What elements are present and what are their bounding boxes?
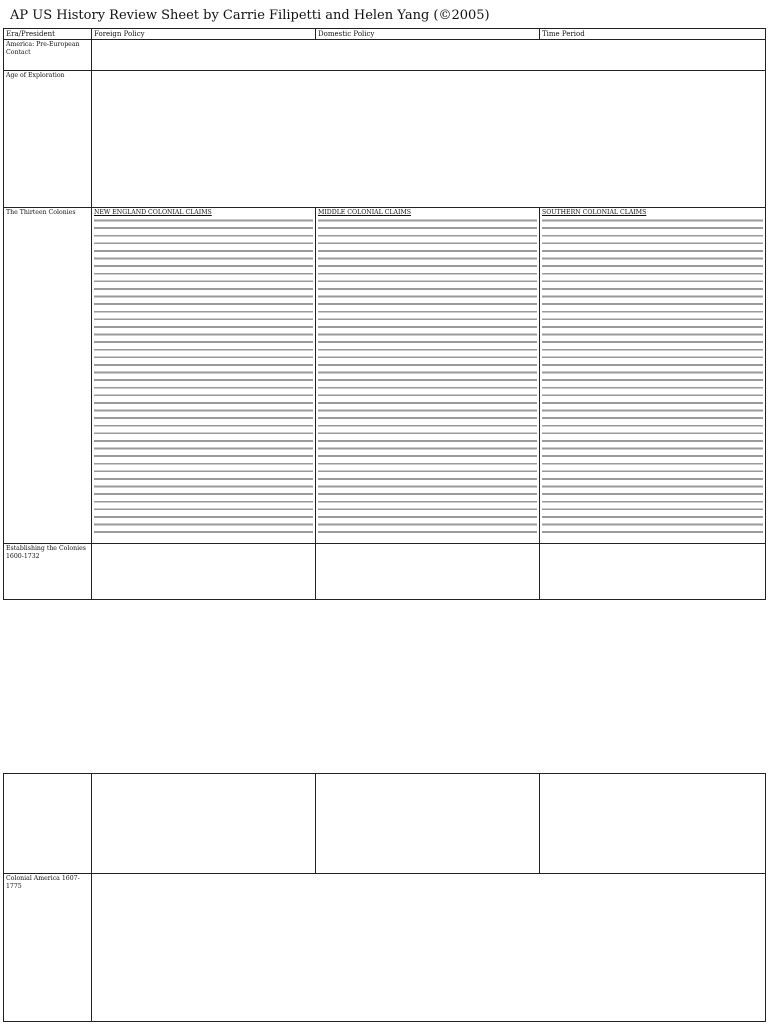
content-cell [92, 71, 766, 208]
document-title: AP US History Review Sheet by Carrie Filipetti and Helen Yang (©2005) [10, 8, 490, 23]
content-cell [316, 208, 540, 544]
era-cell [4, 774, 92, 874]
content-cell [92, 774, 316, 874]
era-cell: America: Pre-European Contact [4, 40, 92, 71]
table-row [4, 71, 766, 208]
table-row [4, 874, 766, 1022]
content-cell [92, 544, 316, 600]
table-row [4, 774, 766, 874]
content-cell [316, 544, 540, 600]
southern-claims-heading: SOUTHERN COLONIAL CLAIMS [542, 209, 647, 216]
content-cell [316, 774, 540, 874]
header-foreign-policy: Foreign Policy [92, 29, 316, 40]
table-header-row [4, 29, 766, 40]
table-row [4, 208, 766, 544]
page-break [0, 759, 768, 773]
content-cell [540, 774, 766, 874]
era-cell: The Thirteen Colonies [4, 208, 92, 544]
content-cell [92, 874, 766, 1022]
era-cell: Establishing the Colonies 1600-1732 [4, 544, 92, 600]
era-cell: Colonial America 1607-1775 [4, 874, 92, 1022]
content-cell [540, 544, 766, 600]
table-row [4, 544, 766, 600]
review-table-page-1 [3, 28, 766, 600]
table-row [4, 40, 766, 71]
header-era: Era/President [4, 29, 92, 40]
review-table-page-2 [3, 773, 766, 1022]
content-cell [92, 208, 316, 544]
header-time-period: Time Period [540, 29, 766, 40]
content-cell [540, 208, 766, 544]
middle-claims-heading: MIDDLE COLONIAL CLAIMS [318, 209, 412, 216]
content-cell [92, 40, 766, 71]
era-cell: Age of Exploration [4, 71, 92, 208]
header-domestic-policy: Domestic Policy [316, 29, 540, 40]
new-england-claims-heading: NEW ENGLAND COLONIAL CLAIMS [94, 209, 212, 216]
